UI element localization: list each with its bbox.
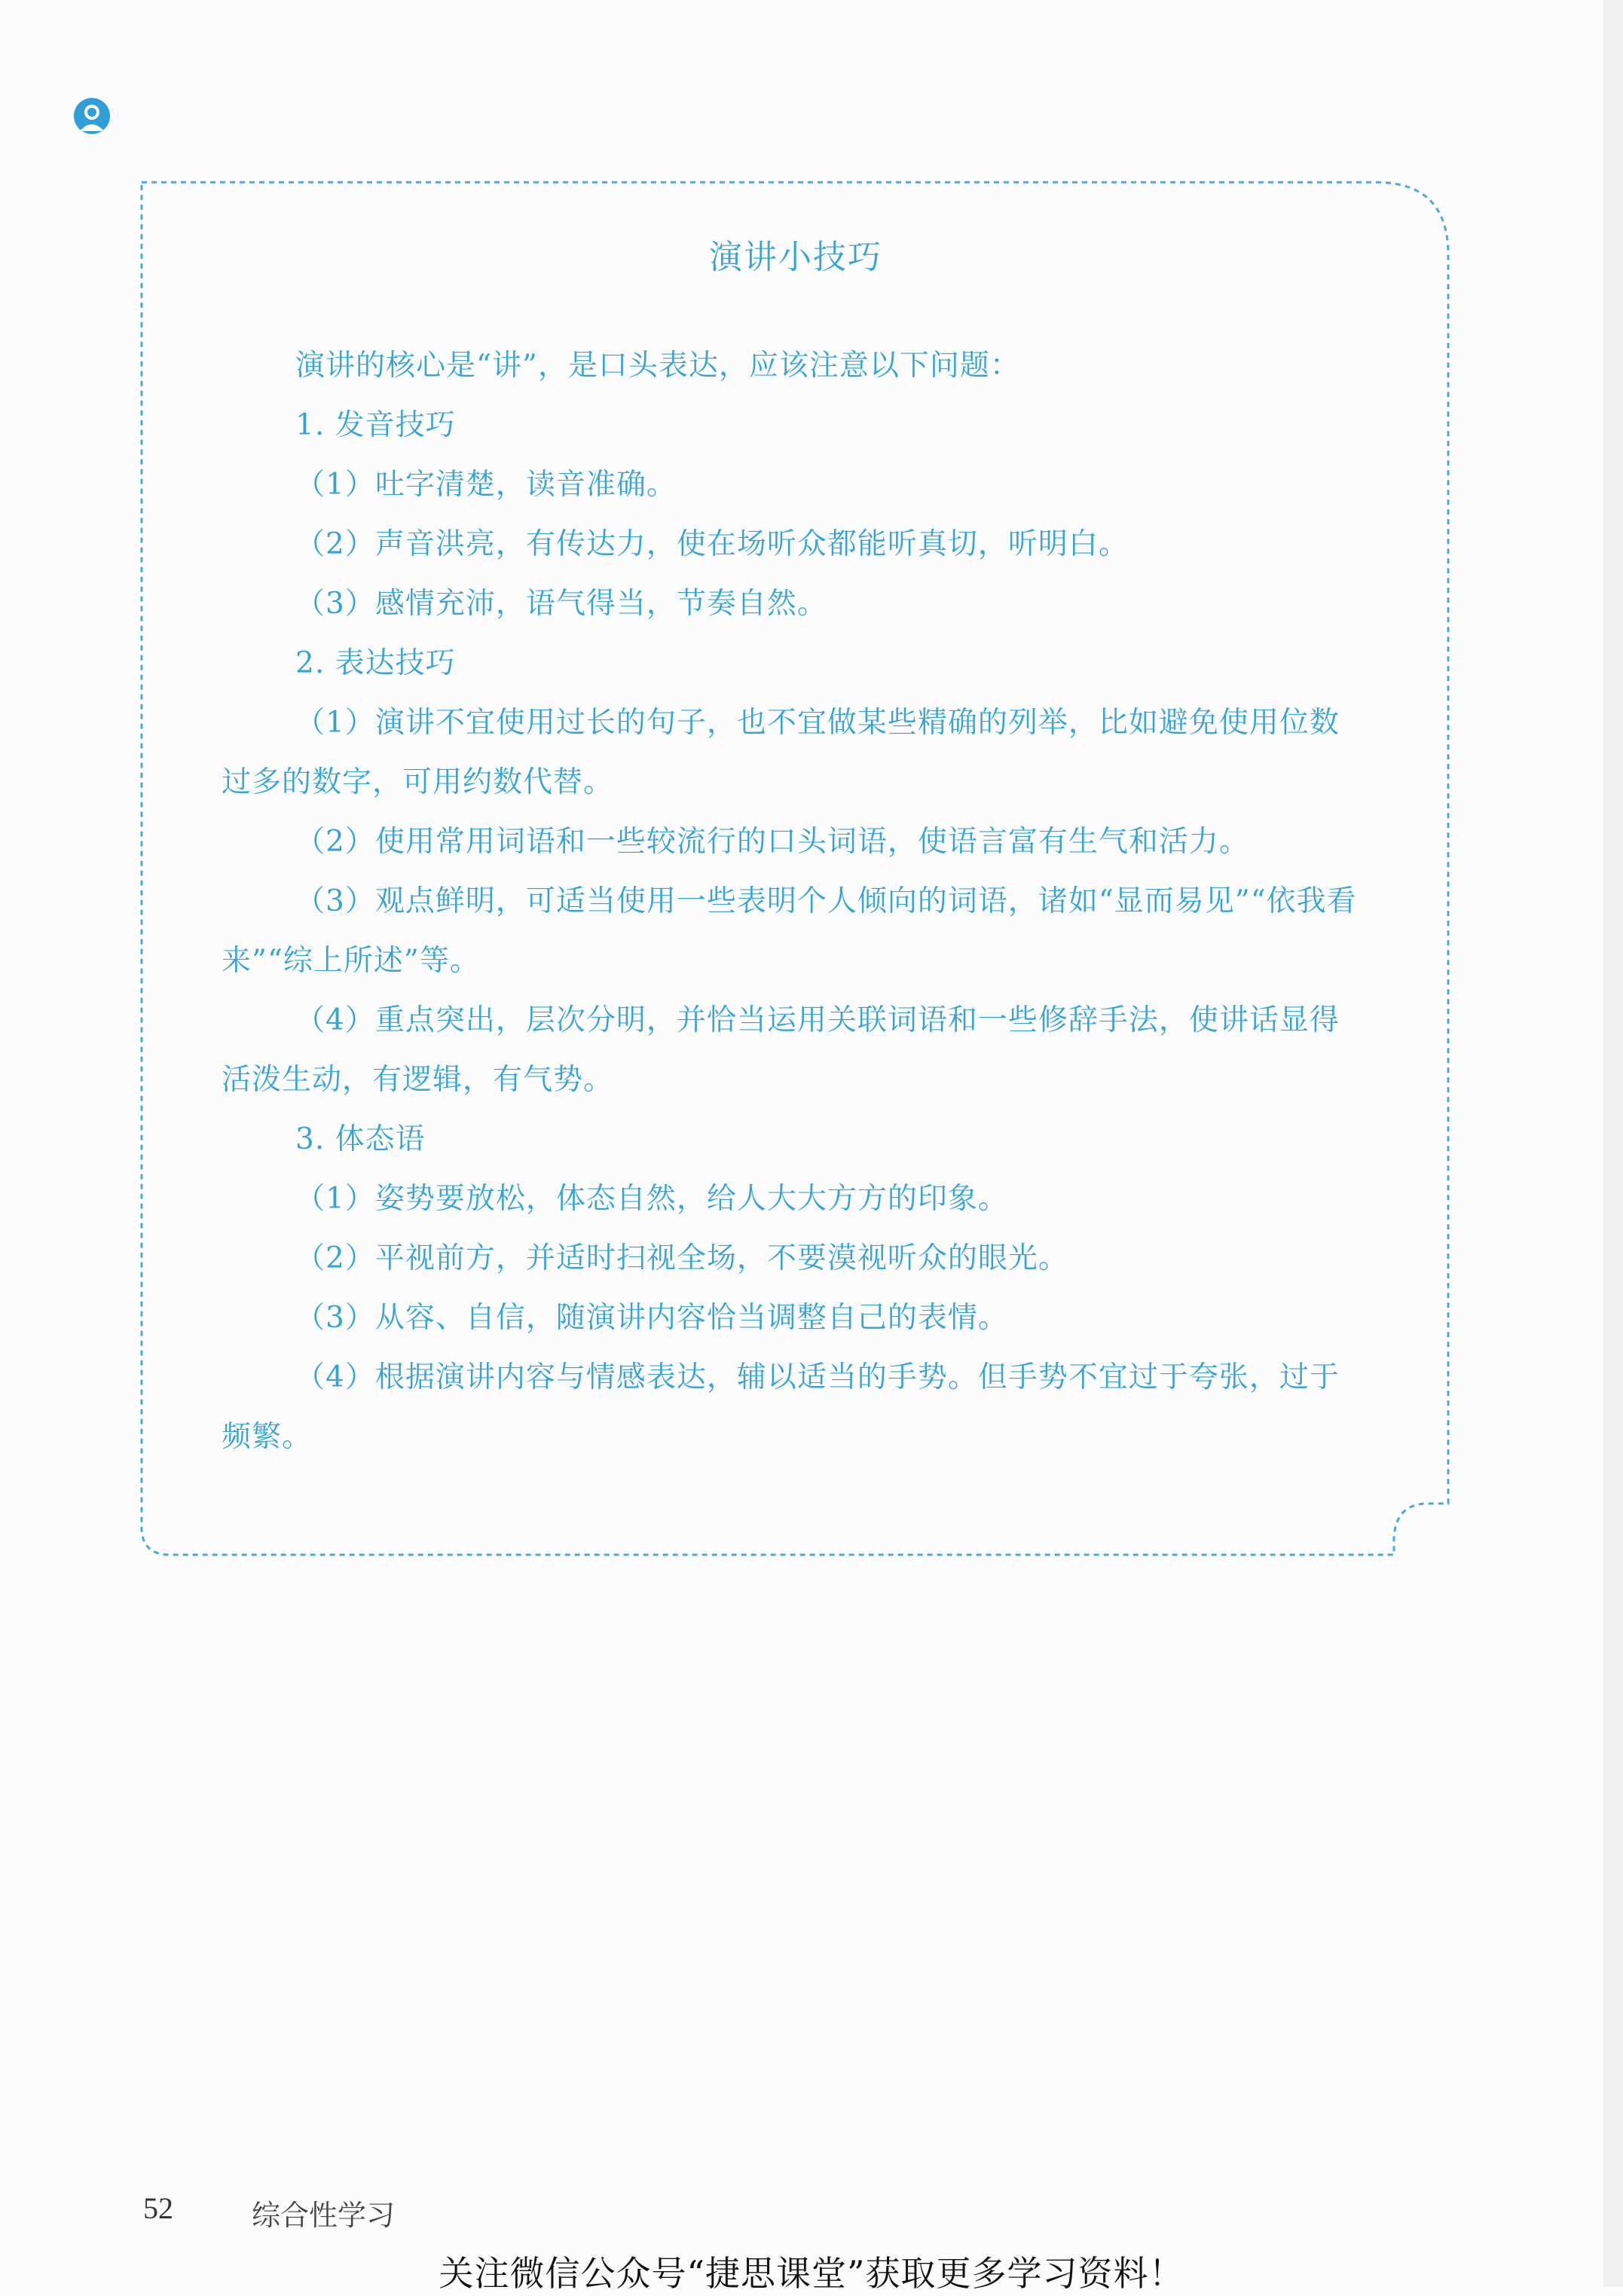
page-edge	[1603, 0, 1623, 2287]
tips-item: （3）观点鲜明，可适当使用一些表明个人倾向的词语，诸如“显而易见”“依我看来”“综上所述”等。	[222, 884, 1357, 978]
tips-box	[140, 179, 1451, 1556]
tips-item: （1）吐字清楚，读音准确。	[295, 468, 677, 502]
page-number: 52	[143, 2191, 173, 2225]
tips-item: （3）感情充沛，语气得当，节奏自然。	[295, 587, 827, 621]
tips-heading: 2. 表达技巧	[295, 646, 456, 680]
tips-item: （3）从容、自信，随演讲内容恰当调整自己的表情。	[295, 1301, 1008, 1335]
tips-item: （4）根据演讲内容与情感表达，辅以适当的手势。但手势不宜过于夸张，过于频繁。	[222, 1360, 1340, 1454]
tips-item: （1）姿势要放松，体态自然，给人大大方方的印象。	[295, 1182, 1008, 1216]
person-icon	[72, 96, 112, 136]
tips-heading: 3. 体态语	[295, 1122, 426, 1156]
tips-item: （4）重点突出，层次分明，并恰当运用关联词语和一些修辞手法，使讲话显得活泼生动，有逻辑，有气势。	[222, 1003, 1340, 1097]
tips-heading: 1. 发音技巧	[295, 408, 456, 442]
tips-title: 演讲小技巧	[709, 238, 882, 276]
tips-item: （2）使用常用词语和一些较流行的口头词语，使语言富有生气和活力。	[295, 825, 1249, 859]
tips-item: （2）平视前方，并适时扫视全场，不要漠视听众的眼光。	[295, 1241, 1068, 1275]
footer-banner: 关注微信公众号“捷思课堂”获取更多学习资料！	[439, 2253, 1184, 2294]
tips-item: （1）演讲不宜使用过长的句子，也不宜做某些精确的列举，比如避免使用位数过多的数字，可用约数代替。	[222, 706, 1340, 799]
tips-body	[222, 336, 1364, 1467]
section-name: 综合性学习	[252, 2199, 396, 2232]
tips-item: （2）声音洪亮，有传达力，使在场听众都能听真切，听明白。	[295, 527, 1129, 561]
tips-intro: 演讲的核心是“讲”，是口头表达，应该注意以下问题：	[295, 349, 1020, 383]
